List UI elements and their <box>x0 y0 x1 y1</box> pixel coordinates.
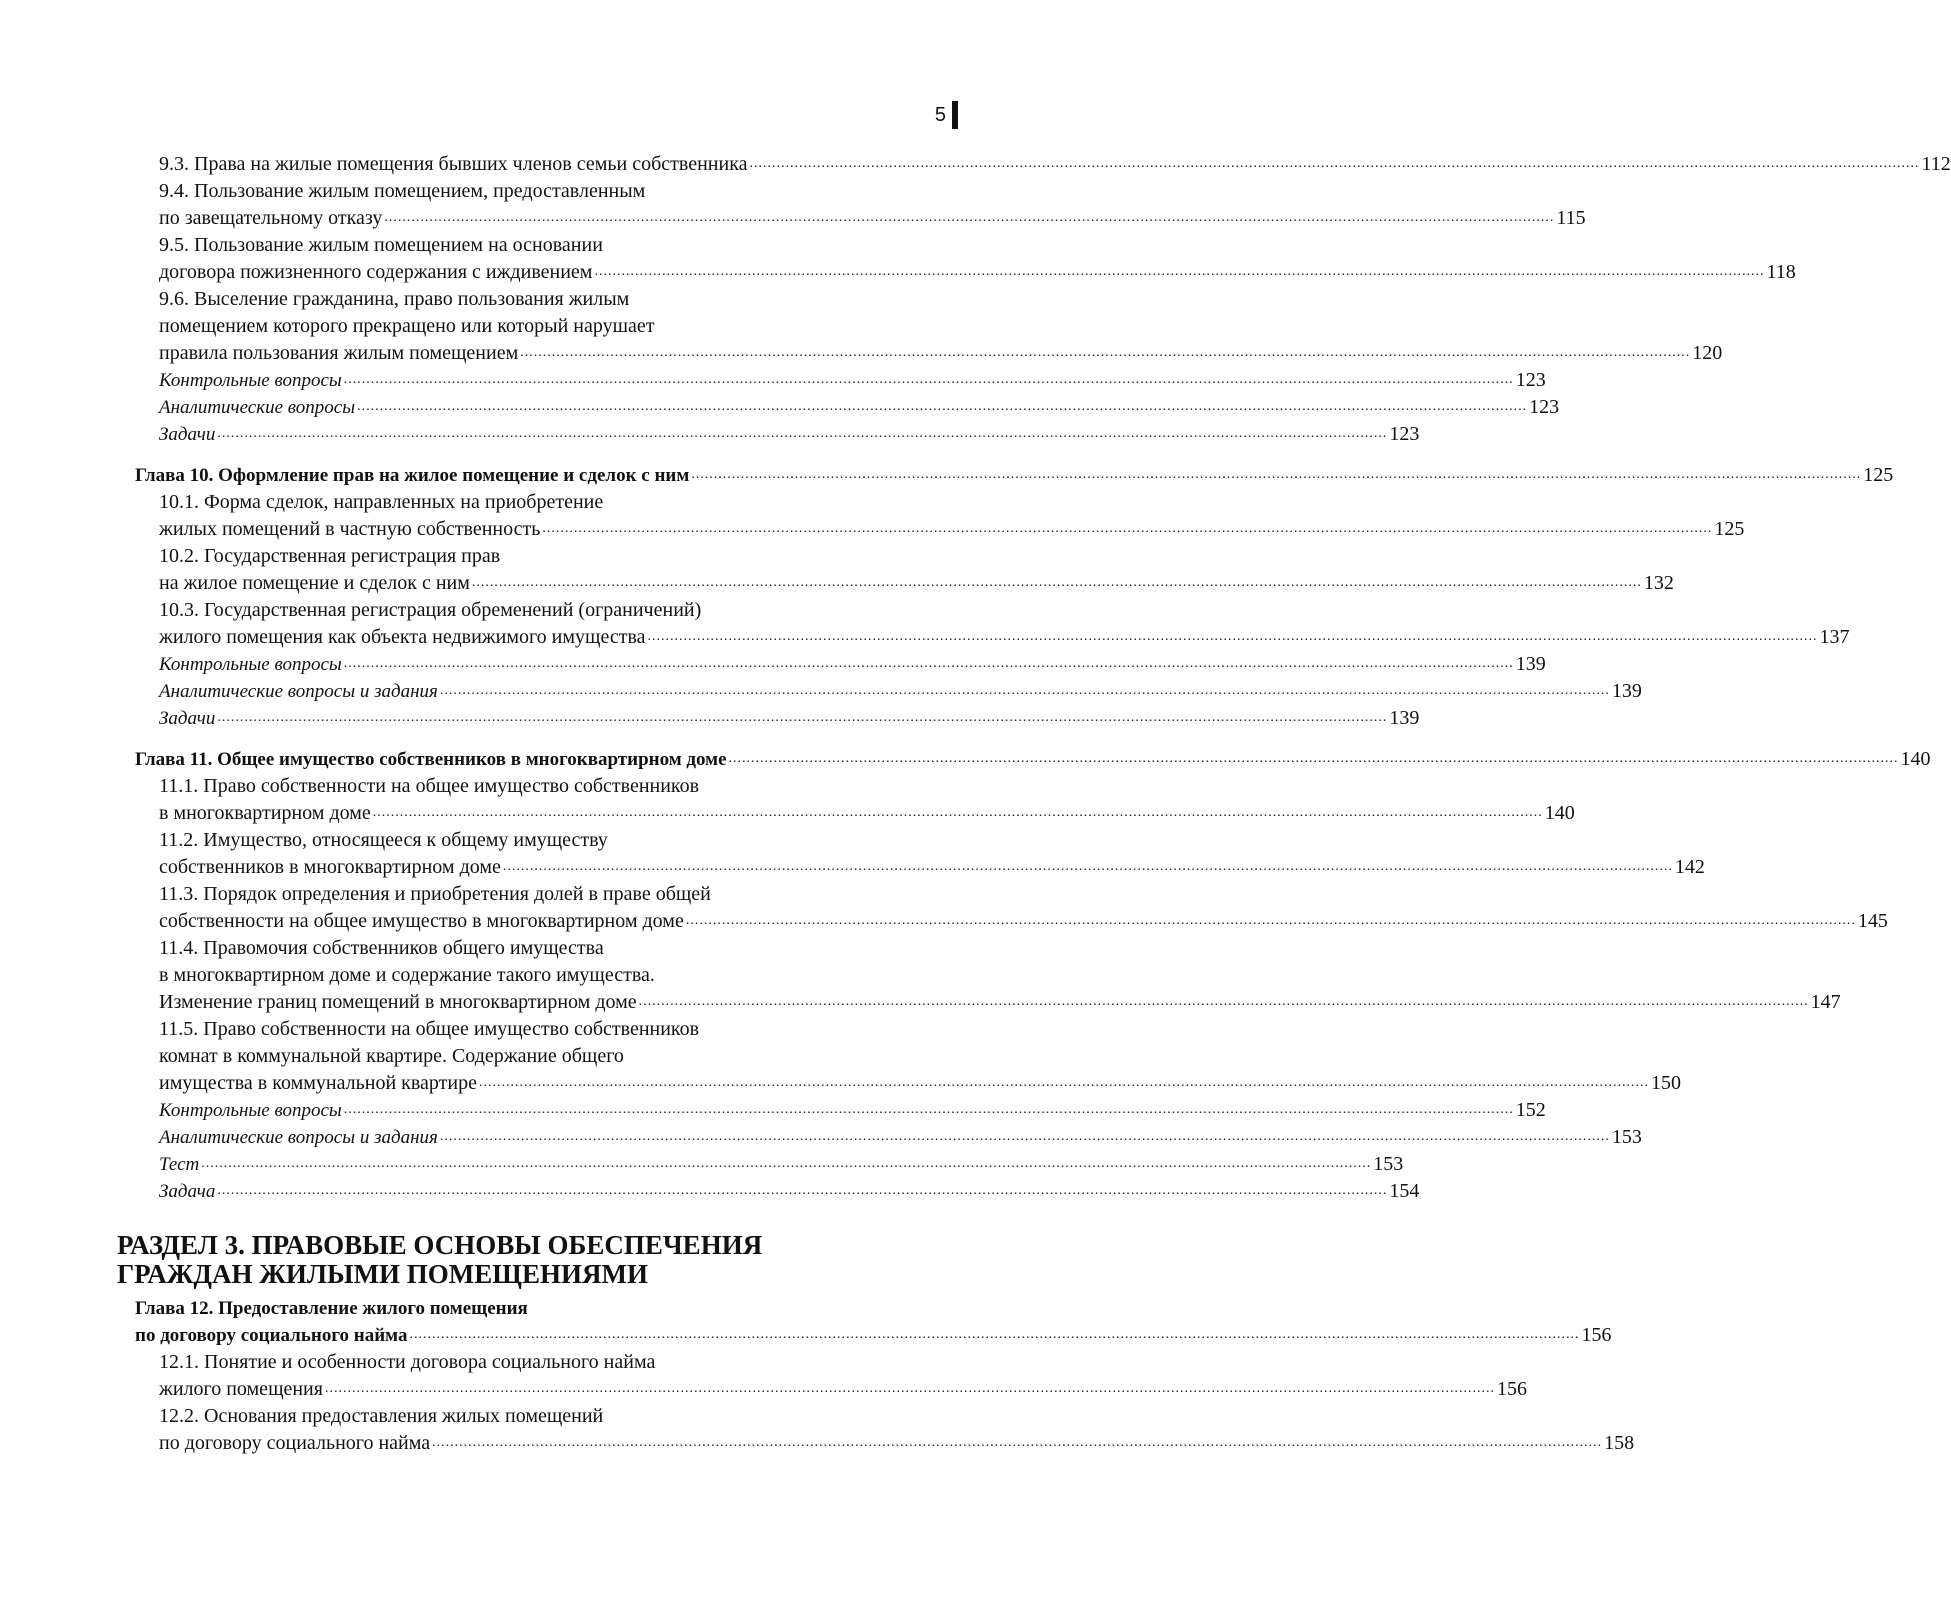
toc-entry-line <box>135 1295 945 1322</box>
toc-entry-title: Задачи <box>159 424 216 445</box>
toc-entry-title: по завещательному отказу <box>159 207 383 229</box>
toc-page-number: 125 <box>1863 464 1894 486</box>
dot-leader: .................................................................................................................................................................................................................................................................... <box>638 994 1809 1009</box>
toc-entry-title: имущества в коммунальной квартире <box>159 1072 477 1094</box>
toc-exercise-entry[interactable] <box>135 1151 1404 1178</box>
toc-entry-title: комнат в коммунальной квартире. Содержание общего <box>159 1045 624 1067</box>
table-of-contents <box>117 151 1951 1457</box>
toc-entry[interactable] <box>135 178 1586 232</box>
toc-exercise-entry[interactable] <box>135 1097 1546 1124</box>
toc-page-number: 145 <box>1857 910 1888 932</box>
toc-entry-title: 12.1. Понятие и особенности договора социального найма <box>159 1351 656 1373</box>
toc-chapter[interactable] <box>135 1295 1612 1349</box>
toc-page-number: 158 <box>1604 1432 1635 1454</box>
toc-entry-title: договора пожизненного содержания с иждивением <box>159 261 593 283</box>
toc-entry-line <box>135 597 945 624</box>
dot-leader: .................................................................................................................................................................................................................................................................... <box>439 683 1610 698</box>
dot-leader: .................................................................................................................................................................................................................................................................... <box>217 426 1388 441</box>
toc-entry-title: Задача <box>159 1181 216 1202</box>
dot-leader: .................................................................................................................................................................................................................................................................... <box>685 913 1856 928</box>
toc-page-number: 156 <box>1581 1324 1612 1346</box>
toc-entry-title: Аналитические вопросы <box>159 397 356 418</box>
toc-entry[interactable] <box>135 935 1841 1016</box>
toc-entry-line <box>135 962 945 989</box>
toc-entry-line <box>135 421 1420 448</box>
toc-entry-line <box>135 151 1951 178</box>
toc-entry-title: в многоквартирном доме и содержание такого имущества. <box>159 964 655 986</box>
toc-entry-title: по договору социального найма <box>159 1432 431 1454</box>
toc-page-number: 123 <box>1389 423 1420 445</box>
toc-exercise-entry[interactable] <box>135 678 1642 705</box>
section-heading <box>117 1231 945 1289</box>
toc-entry-title: Глава 10. Оформление прав на жилое помещение и сделок с ним <box>135 465 690 486</box>
toc-entry-title: Контрольные вопросы <box>159 654 342 675</box>
toc-entry-line <box>135 1151 1404 1178</box>
toc-entry-title: Аналитические вопросы и задания <box>159 1127 438 1148</box>
toc-page-number: 153 <box>1373 1153 1404 1175</box>
toc-entry-line <box>135 205 1586 232</box>
dot-leader: .................................................................................................................................................................................................................................................................... <box>749 156 1920 171</box>
toc-entry-line <box>135 543 945 570</box>
dot-leader: .................................................................................................................................................................................................................................................................... <box>357 399 1528 414</box>
toc-chapter[interactable] <box>135 462 1894 489</box>
toc-entry-line <box>135 1349 945 1376</box>
dot-leader: .................................................................................................................................................................................................................................................................... <box>691 467 1862 482</box>
dot-leader: .................................................................................................................................................................................................................................................................... <box>324 1381 1495 1396</box>
dot-leader: .................................................................................................................................................................................................................................................................... <box>471 575 1642 590</box>
page-number-text: 5 <box>934 103 946 126</box>
toc-gap <box>135 448 945 462</box>
toc-entry[interactable] <box>135 232 1796 286</box>
toc-entry-line <box>135 1178 1420 1205</box>
toc-entry-line <box>135 935 945 962</box>
toc-entry[interactable] <box>135 489 1745 543</box>
toc-page-number: 118 <box>1766 261 1796 283</box>
toc-entry-line <box>135 570 1674 597</box>
toc-entry-line <box>135 394 1560 421</box>
toc-gap <box>135 732 945 746</box>
toc-exercise-entry[interactable] <box>135 394 1560 421</box>
toc-page-number: 140 <box>1900 748 1931 770</box>
toc-entry-title: 11.5. Право собственности на общее имущество собственников <box>159 1018 700 1040</box>
toc-entry-title: 9.3. Права на жилые помещения бывших членов семьи собственника <box>159 153 748 175</box>
dot-leader: .................................................................................................................................................................................................................................................................... <box>502 859 1673 874</box>
toc-entry-title: собственников в многоквартирном доме <box>159 856 501 878</box>
toc-entry-line <box>135 340 1723 367</box>
toc-chapter[interactable] <box>135 746 1931 773</box>
toc-entry-title: жилого помещения как объекта недвижимого имущества <box>159 626 646 648</box>
toc-page-number: 147 <box>1810 991 1841 1013</box>
dot-leader: .................................................................................................................................................................................................................................................................... <box>217 1183 1388 1198</box>
toc-entry-title: Глава 11. Общее имущество собственников в многоквартирном доме <box>135 749 727 770</box>
toc-entry-line <box>135 489 945 516</box>
toc-entry[interactable] <box>135 827 1705 881</box>
dot-leader: .................................................................................................................................................................................................................................................................... <box>594 264 1765 279</box>
toc-entry-title: на жилое помещение и сделок с ним <box>159 572 470 594</box>
toc-page-number: 139 <box>1389 707 1420 729</box>
toc-entry-title: Изменение границ помещений в многоквартирном доме <box>159 991 637 1013</box>
toc-exercise-entry[interactable] <box>135 1178 1420 1205</box>
toc-entry-title: 12.2. Основания предоставления жилых помещений <box>159 1405 604 1427</box>
dot-leader: .................................................................................................................................................................................................................................................................... <box>384 210 1555 225</box>
toc-entry-line <box>135 1322 1612 1349</box>
toc-entry-line <box>135 462 1894 489</box>
toc-page-number: 120 <box>1692 342 1723 364</box>
toc-page-number: 139 <box>1515 653 1546 675</box>
toc-entry-line <box>135 1403 945 1430</box>
toc-entry-line <box>135 705 1420 732</box>
toc-entry-line <box>135 746 1931 773</box>
toc-entry[interactable] <box>135 543 1674 597</box>
toc-entry-line <box>135 516 1745 543</box>
toc-entry-title: 10.3. Государственная регистрация обременений (ограничений) <box>159 599 702 621</box>
toc-entry-title: в многоквартирном доме <box>159 802 371 824</box>
toc-entry-title: 9.4. Пользование жилым помещением, предоставленным <box>159 180 646 202</box>
toc-entry[interactable] <box>135 1016 1681 1097</box>
section-heading-line: РАЗДЕЛ 3. ПРАВОВЫЕ ОСНОВЫ ОБЕСПЕЧЕНИЯ <box>117 1230 763 1260</box>
section-heading-line: ГРАЖДАН ЖИЛЫМИ ПОМЕЩЕНИЯМИ <box>117 1259 648 1289</box>
dot-leader: .................................................................................................................................................................................................................................................................... <box>372 805 1543 820</box>
toc-entry-line <box>135 1097 1546 1124</box>
dot-leader: .................................................................................................................................................................................................................................................................... <box>728 751 1899 766</box>
toc-entry-line <box>135 1043 945 1070</box>
page-number <box>918 101 958 129</box>
toc-entry-title: Тест <box>159 1154 200 1175</box>
toc-entry[interactable] <box>135 597 1850 651</box>
toc-entry-line <box>135 651 1546 678</box>
toc-page-number: 125 <box>1714 518 1745 540</box>
toc-entry-line <box>135 178 945 205</box>
dot-leader: .................................................................................................................................................................................................................................................................... <box>439 1129 1610 1144</box>
toc-page-number: 137 <box>1819 626 1850 648</box>
toc-entry-line <box>135 1430 1635 1457</box>
toc-entry[interactable] <box>135 151 1951 178</box>
toc-entry-line <box>135 989 1841 1016</box>
toc-entry-title: 10.1. Форма сделок, направленных на приобретение <box>159 491 604 513</box>
toc-entry-title: 9.6. Выселение гражданина, право пользования жилым <box>159 288 630 310</box>
toc-page-number: 115 <box>1556 207 1586 229</box>
dot-leader: .................................................................................................................................................................................................................................................................... <box>542 521 1713 536</box>
dot-leader: .................................................................................................................................................................................................................................................................... <box>343 656 1514 671</box>
toc-entry[interactable] <box>135 773 1575 827</box>
toc-entry-line <box>135 367 1546 394</box>
toc-entry[interactable] <box>135 286 1723 367</box>
toc-exercise-entry[interactable] <box>135 367 1546 394</box>
toc-entry-title: Задачи <box>159 708 216 729</box>
toc-entry-line <box>135 827 945 854</box>
toc-entry-line <box>135 908 1888 935</box>
toc-entry-line <box>135 259 1796 286</box>
toc-exercise-entry[interactable] <box>135 651 1546 678</box>
toc-entry-title: правила пользования жилым помещением <box>159 342 519 364</box>
dot-leader: .................................................................................................................................................................................................................................................................... <box>647 629 1818 644</box>
toc-page-number: 142 <box>1674 856 1705 878</box>
dot-leader: .................................................................................................................................................................................................................................................................... <box>520 345 1691 360</box>
toc-entry[interactable] <box>135 1349 1527 1403</box>
toc-entry-line <box>135 773 945 800</box>
page-number-bar <box>952 101 958 129</box>
toc-entry-title: помещением которого прекращено или который нарушает <box>159 315 655 337</box>
toc-entry-title: 11.1. Право собственности на общее имущество собственников <box>159 775 700 797</box>
dot-leader: .................................................................................................................................................................................................................................................................... <box>201 1156 1372 1171</box>
toc-entry-line <box>135 624 1850 651</box>
toc-entry-line <box>135 881 945 908</box>
toc-entry-line <box>135 286 945 313</box>
toc-page-number: 153 <box>1611 1126 1642 1148</box>
toc-page-number: 152 <box>1515 1099 1546 1121</box>
toc-page-number: 123 <box>1515 369 1546 391</box>
toc-entry-title: 11.2. Имущество, относящееся к общему имуществу <box>159 829 608 851</box>
toc-entry-line <box>135 232 945 259</box>
toc-entry-title: жилого помещения <box>159 1378 323 1400</box>
dot-leader: .................................................................................................................................................................................................................................................................... <box>343 1102 1514 1117</box>
dot-leader: .................................................................................................................................................................................................................................................................... <box>409 1327 1580 1342</box>
toc-entry-line <box>135 854 1705 881</box>
toc-entry[interactable] <box>135 1403 1635 1457</box>
toc-entry-title: Контрольные вопросы <box>159 1100 342 1121</box>
toc-entry-title: собственности на общее имущество в многоквартирном доме <box>159 910 684 932</box>
toc-exercise-entry[interactable] <box>135 421 1420 448</box>
toc-entry-line <box>135 313 945 340</box>
toc-entry-title: 11.4. Правомочия собственников общего имущества <box>159 937 604 959</box>
toc-page-number: 132 <box>1643 572 1674 594</box>
toc-page-number: 156 <box>1496 1378 1527 1400</box>
dot-leader: .................................................................................................................................................................................................................................................................... <box>217 710 1388 725</box>
toc-entry-title: по договору социального найма <box>135 1325 408 1346</box>
toc-page-number: 150 <box>1650 1072 1681 1094</box>
toc-page-number: 140 <box>1544 802 1575 824</box>
toc-page-number: 112 <box>1921 153 1951 175</box>
toc-entry-line <box>135 678 1642 705</box>
toc-entry-title: 10.2. Государственная регистрация прав <box>159 545 501 567</box>
toc-entry-line <box>135 1124 1642 1151</box>
toc-entry-line <box>135 1070 1681 1097</box>
toc-entry-title: Контрольные вопросы <box>159 370 342 391</box>
toc-exercise-entry[interactable] <box>135 1124 1642 1151</box>
dot-leader: .................................................................................................................................................................................................................................................................... <box>343 372 1514 387</box>
toc-page-number: 123 <box>1529 396 1560 418</box>
dot-leader: .................................................................................................................................................................................................................................................................... <box>432 1435 1603 1450</box>
dot-leader: .................................................................................................................................................................................................................................................................... <box>478 1075 1649 1090</box>
toc-entry-title: Глава 12. Предоставление жилого помещения <box>135 1298 528 1319</box>
toc-entry-title: 9.5. Пользование жилым помещением на основании <box>159 234 603 256</box>
toc-entry-line <box>135 1376 1527 1403</box>
toc-exercise-entry[interactable] <box>135 705 1420 732</box>
toc-entry-title: 11.3. Порядок определения и приобретения долей в праве общей <box>159 883 711 905</box>
toc-entry-title: жилых помещений в частную собственность <box>159 518 541 540</box>
toc-page-number: 154 <box>1389 1180 1420 1202</box>
toc-entry-line <box>135 1016 945 1043</box>
toc-entry[interactable] <box>135 881 1888 935</box>
toc-page-number: 139 <box>1611 680 1642 702</box>
toc-entry-title: Аналитические вопросы и задания <box>159 681 438 702</box>
toc-entry-line <box>135 800 1575 827</box>
